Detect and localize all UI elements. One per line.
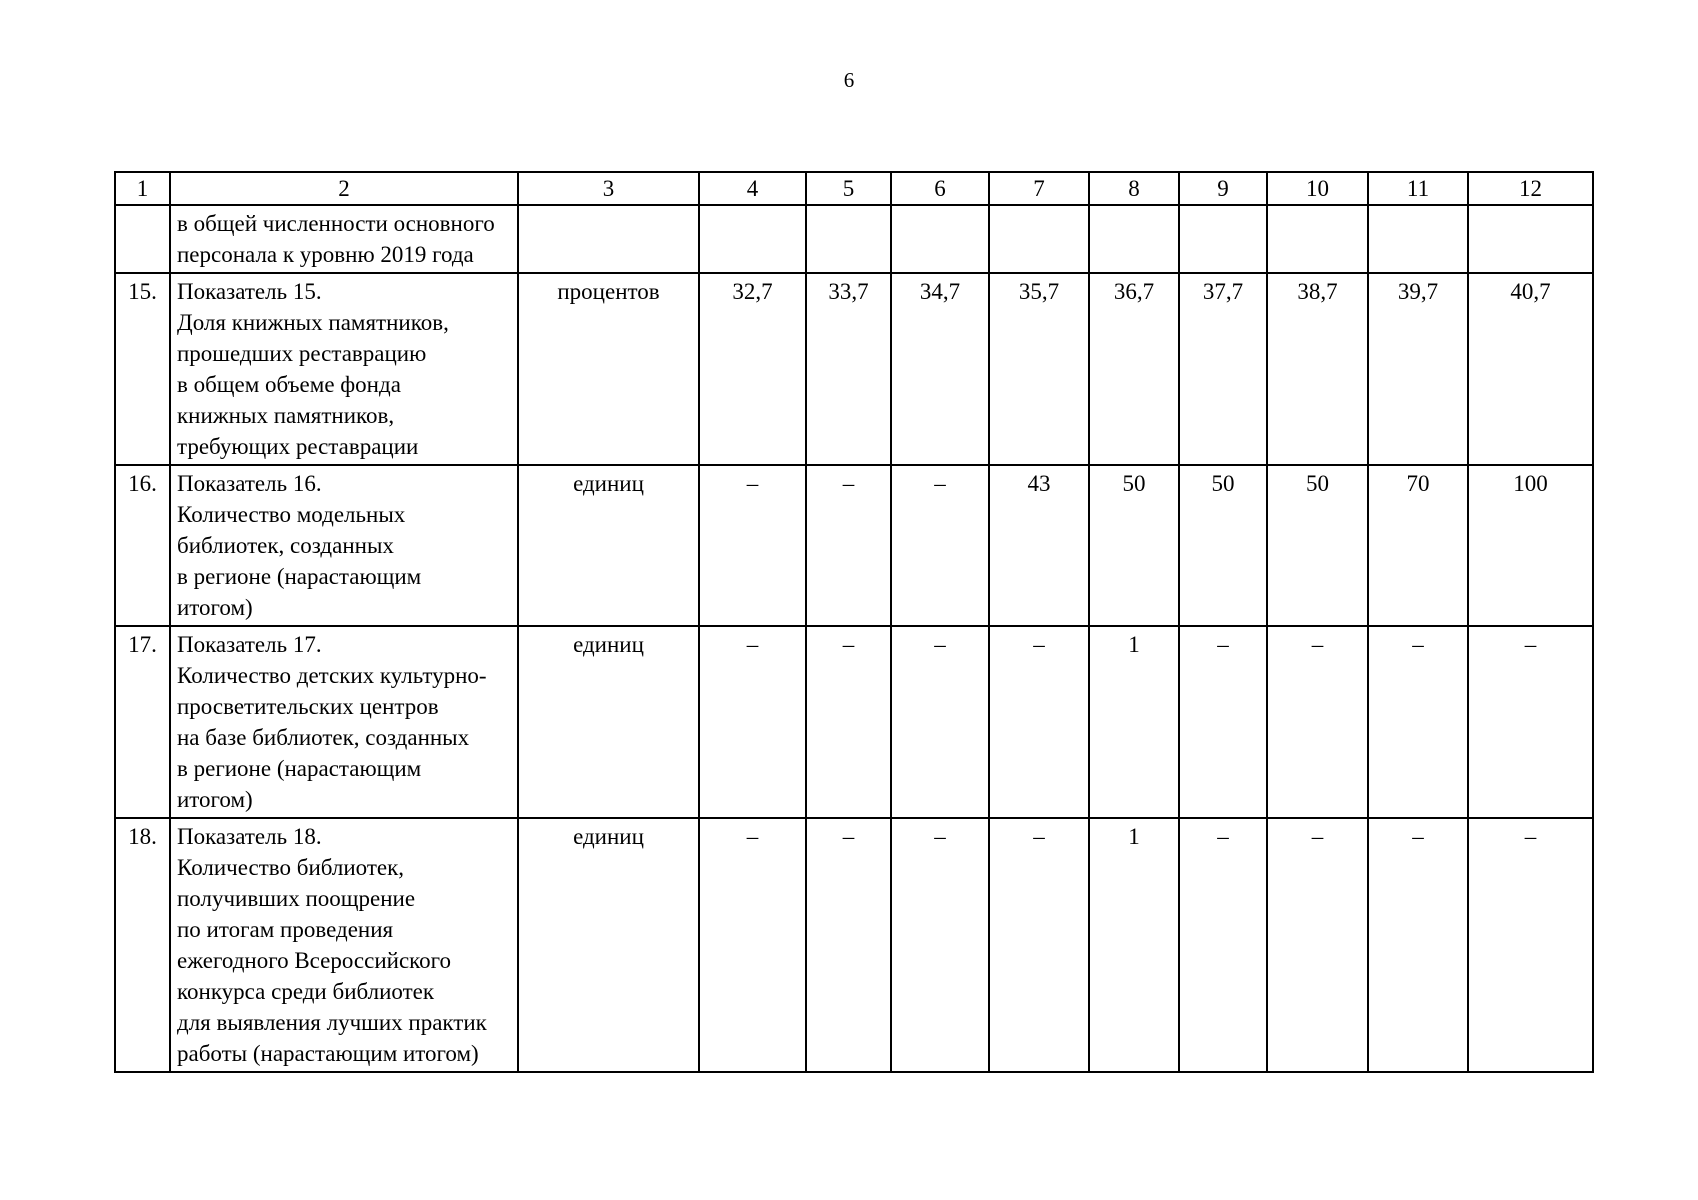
value-cell-col-10: 38,7 — [1267, 273, 1368, 465]
value-cell-col-6: – — [891, 626, 989, 818]
header-cell-col-5: 5 — [806, 172, 891, 205]
value-cell-col-12 — [1468, 205, 1593, 273]
table-body — [115, 205, 1593, 1072]
indicator-name-line: конкурса среди библиотек — [177, 979, 435, 1004]
indicator-name-line: Показатель 15. — [177, 279, 322, 304]
indicator-name-line: требующих реставрации — [177, 434, 419, 459]
indicator-name-line: Показатель 18. — [177, 824, 322, 849]
indicator-name-line: на базе библиотек, созданных — [177, 725, 470, 750]
indicator-name-line: работы (нарастающим итогом) — [177, 1041, 479, 1066]
indicator-name-line: Показатель 17. — [177, 632, 322, 657]
indicator-name-cell — [170, 626, 518, 818]
table-row — [115, 205, 1593, 273]
value-cell-col-8: 36,7 — [1089, 273, 1179, 465]
header-cell-col-7: 7 — [989, 172, 1089, 205]
value-cell-col-7: 43 — [989, 465, 1089, 626]
value-cell-col-11 — [1368, 205, 1468, 273]
indicator-name-cell — [170, 205, 518, 273]
header-cell-col-11: 11 — [1368, 172, 1468, 205]
value-cell-col-8: 50 — [1089, 465, 1179, 626]
value-cell-col-5: – — [806, 818, 891, 1072]
indicator-name-cell — [170, 818, 518, 1072]
value-cell-col-5: – — [806, 465, 891, 626]
value-cell-col-12: 100 — [1468, 465, 1593, 626]
indicator-name-line: в регионе (нарастающим — [177, 756, 422, 781]
value-cell-col-6: – — [891, 818, 989, 1072]
table-row — [115, 273, 1593, 465]
indicator-name-line: в общем объеме фонда — [177, 372, 401, 397]
row-number-cell: 18. — [115, 818, 170, 1072]
value-cell-col-9: – — [1179, 626, 1267, 818]
table-row — [115, 465, 1593, 626]
unit-cell: единиц — [518, 465, 699, 626]
value-cell-col-7: – — [989, 818, 1089, 1072]
page-number: 6 — [843, 68, 855, 92]
header-cell-col-8: 8 — [1089, 172, 1179, 205]
value-cell-col-7: – — [989, 626, 1089, 818]
table-header — [115, 172, 1593, 205]
header-cell-col-2: 2 — [170, 172, 518, 205]
value-cell-col-5 — [806, 205, 891, 273]
value-cell-col-6: – — [891, 465, 989, 626]
indicator-name-line: книжных памятников, — [177, 403, 395, 428]
indicator-name-line: Доля книжных памятников, — [177, 310, 449, 335]
table-row — [115, 818, 1593, 1072]
indicator-name-cell — [170, 273, 518, 465]
value-cell-col-9: – — [1179, 818, 1267, 1072]
indicator-name-line: просветительских центров — [177, 694, 439, 719]
indicator-name-line: персонала к уровню 2019 года — [177, 242, 474, 267]
value-cell-col-9 — [1179, 205, 1267, 273]
value-cell-col-6: 34,7 — [891, 273, 989, 465]
unit-cell: единиц — [518, 626, 699, 818]
indicator-name-cell — [170, 465, 518, 626]
value-cell-col-11: 70 — [1368, 465, 1468, 626]
indicator-name-line: для выявления лучших практик — [177, 1010, 487, 1035]
value-cell-col-9: 37,7 — [1179, 273, 1267, 465]
value-cell-col-12: – — [1468, 626, 1593, 818]
header-cell-col-1: 1 — [115, 172, 170, 205]
table-row — [115, 626, 1593, 818]
indicator-name-line: в регионе (нарастающим — [177, 564, 422, 589]
row-number-cell: 15. — [115, 273, 170, 465]
indicator-name-line: в общей численности основного — [177, 211, 495, 236]
header-cell-col-12: 12 — [1468, 172, 1593, 205]
value-cell-col-8: 1 — [1089, 818, 1179, 1072]
unit-cell — [518, 205, 699, 273]
indicator-name-line: Количество модельных — [177, 502, 406, 527]
indicator-name-line: прошедших реставрацию — [177, 341, 427, 366]
value-cell-col-4: – — [699, 465, 806, 626]
header-cell-col-4: 4 — [699, 172, 806, 205]
indicator-name-line: ежегодного Всероссийского — [177, 948, 452, 973]
row-number-cell — [115, 205, 170, 273]
value-cell-col-9: 50 — [1179, 465, 1267, 626]
value-cell-col-7: 35,7 — [989, 273, 1089, 465]
header-cell-col-3: 3 — [518, 172, 699, 205]
indicator-name-line: получивших поощрение — [177, 886, 416, 911]
indicator-name-line: по итогам проведения — [177, 917, 394, 942]
value-cell-col-11: 39,7 — [1368, 273, 1468, 465]
value-cell-col-12: – — [1468, 818, 1593, 1072]
header-cell-col-10: 10 — [1267, 172, 1368, 205]
indicator-name-line: Количество детских культурно- — [177, 663, 487, 688]
row-number-cell: 17. — [115, 626, 170, 818]
indicators-table — [114, 171, 1594, 1073]
value-cell-col-10: – — [1267, 626, 1368, 818]
value-cell-col-5: 33,7 — [806, 273, 891, 465]
indicator-name-line: итогом) — [177, 787, 253, 812]
value-cell-col-6 — [891, 205, 989, 273]
value-cell-col-4: – — [699, 818, 806, 1072]
value-cell-col-4 — [699, 205, 806, 273]
indicator-name-line: Показатель 16. — [177, 471, 322, 496]
indicator-name-line: итогом) — [177, 595, 253, 620]
unit-cell: процентов — [518, 273, 699, 465]
indicator-name-line: библиотек, созданных — [177, 533, 394, 558]
value-cell-col-7 — [989, 205, 1089, 273]
value-cell-col-11: – — [1368, 818, 1468, 1072]
value-cell-col-10: – — [1267, 818, 1368, 1072]
value-cell-col-4: 32,7 — [699, 273, 806, 465]
value-cell-col-12: 40,7 — [1468, 273, 1593, 465]
unit-cell: единиц — [518, 818, 699, 1072]
row-number-cell: 16. — [115, 465, 170, 626]
value-cell-col-8 — [1089, 205, 1179, 273]
value-cell-col-4: – — [699, 626, 806, 818]
value-cell-col-8: 1 — [1089, 626, 1179, 818]
header-cell-col-9: 9 — [1179, 172, 1267, 205]
value-cell-col-10: 50 — [1267, 465, 1368, 626]
header-row — [115, 172, 1593, 205]
value-cell-col-10 — [1267, 205, 1368, 273]
value-cell-col-5: – — [806, 626, 891, 818]
indicator-name-line: Количество библиотек, — [177, 855, 405, 880]
value-cell-col-11: – — [1368, 626, 1468, 818]
header-cell-col-6: 6 — [891, 172, 989, 205]
